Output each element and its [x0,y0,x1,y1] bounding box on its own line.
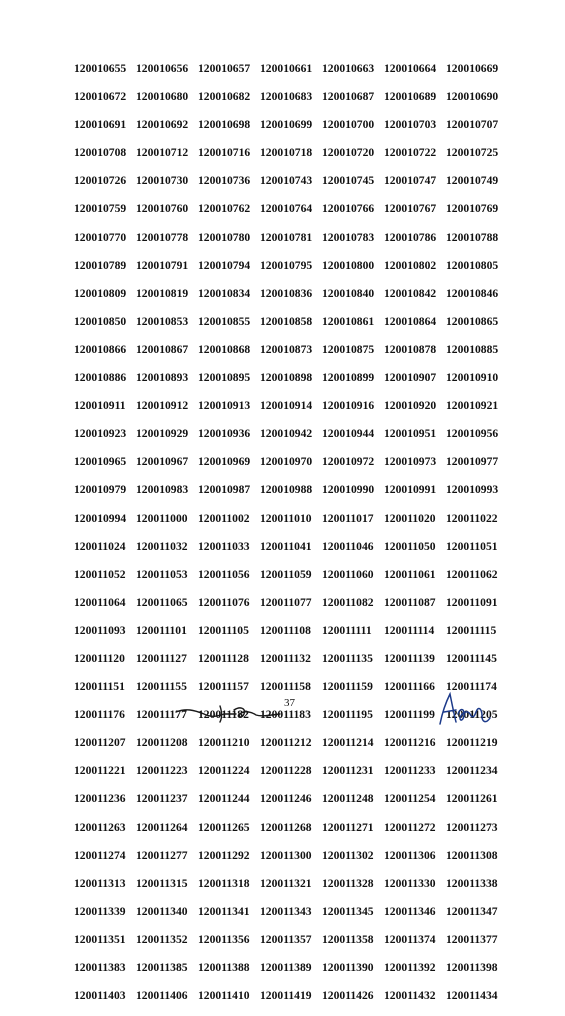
roll-number-cell: 120011392 [384,961,436,974]
roll-number-cell: 120011263 [74,820,126,834]
roll-number-cell: 120011177 [136,708,187,722]
roll-number-cell: 120011115 [446,623,497,637]
roll-number-cell: 120011157 [198,680,249,694]
roll-number-cell: 120011208 [136,736,188,750]
roll-number-cell: 120011212 [260,736,312,750]
roll-number-cell: 120010730 [136,174,189,188]
roll-number-cell: 120011111 [322,623,372,637]
roll-number-cell: 120010921 [446,399,499,413]
roll-number-cell: 120011061 [384,567,436,581]
roll-number-cell: 120010743 [260,174,313,188]
roll-number-cell: 120011010 [260,511,312,525]
roll-number-cell: 120010873 [260,342,313,356]
roll-number-cell: 120011033 [198,539,250,553]
roll-number-cell: 120011062 [446,567,498,581]
roll-number-cell: 120011300 [260,848,312,862]
roll-number-cell: 120011410 [198,989,250,1003]
roll-number-cell: 120010910 [446,371,499,385]
roll-number-cell: 120010699 [260,118,313,132]
roll-number-cell: 120010712 [136,146,189,160]
roll-number-cell: 120010795 [260,258,313,272]
roll-number-cell: 120010736 [198,174,251,188]
roll-number-cell: 120010893 [136,371,189,385]
roll-number-cell: 120011210 [198,736,250,750]
roll-number-cell: 120011383 [74,961,126,974]
roll-number-cell: 120011064 [74,595,126,609]
roll-number-cell: 120010842 [384,286,437,300]
roll-number-cell: 120010672 [74,90,127,104]
roll-number-cell: 120011082 [322,595,374,609]
roll-number-cell: 120011432 [384,989,436,1003]
roll-number-cell: 120011166 [384,680,435,694]
roll-number-cell: 120010836 [260,286,313,300]
roll-number-cell: 120010942 [260,427,313,441]
roll-number-cell: 120010878 [384,342,437,356]
roll-number-cell: 120011398 [446,961,498,974]
roll-number-cell: 120011321 [260,876,312,890]
roll-number-cell: 120010912 [136,399,189,413]
roll-number-cell: 120010707 [446,118,499,132]
roll-number-cell: 120011308 [446,848,498,862]
roll-number-cell: 120011214 [322,736,374,750]
roll-number-cell: 120010914 [260,399,313,413]
roll-number-cell: 120011060 [322,567,374,581]
roll-number-cell: 120011219 [446,736,498,750]
roll-number-cell: 120010789 [74,258,127,272]
roll-number-cell: 120011357 [260,932,312,946]
roll-number-cell: 120011182 [198,708,249,722]
roll-number-cell: 120011264 [136,820,188,834]
roll-number-cell: 120011390 [322,961,374,974]
roll-number-cell: 120011254 [384,792,436,806]
roll-number-cell: 120011120 [74,651,125,665]
roll-number-cell: 120010663 [322,62,375,75]
roll-number-cell: 120010929 [136,427,189,441]
roll-number-cell: 120010718 [260,146,313,160]
roll-number-cell: 120011000 [136,511,188,525]
roll-number-cell: 120011020 [384,511,436,525]
roll-number-cell: 120010682 [198,90,251,104]
roll-number-cell: 120010967 [136,455,189,469]
roll-number-cell: 120011093 [74,623,126,637]
roll-number-cell: 120010656 [136,62,189,75]
roll-number-cell: 120010690 [446,90,499,104]
roll-number-cell: 120011292 [198,848,250,862]
roll-number-cell: 120010762 [198,202,251,216]
roll-number-cell: 120010767 [384,202,437,216]
roll-number-cell: 120010991 [384,483,437,497]
roll-number-cell: 120010956 [446,427,499,441]
roll-number-cell: 120010907 [384,371,437,385]
roll-number-cell: 120011244 [198,792,250,806]
roll-number-cell: 120010716 [198,146,251,160]
roll-number-cell: 120011403 [74,989,126,1003]
roll-number-cell: 120011388 [198,961,250,974]
roll-number-cell: 120011351 [74,932,126,946]
roll-number-cell: 120010661 [260,62,313,75]
roll-number-cell: 120010780 [198,230,251,244]
roll-number-cell: 120010911 [74,399,126,413]
roll-number-cell: 120011052 [74,567,126,581]
roll-number-cell: 120010885 [446,342,499,356]
roll-number-cell: 120011406 [136,989,188,1003]
roll-number-cell: 120011419 [260,989,312,1003]
roll-number-cell: 120010819 [136,286,189,300]
roll-number-cell: 120011377 [446,932,498,946]
roll-number-cell: 120010680 [136,90,189,104]
roll-number-cell: 120010708 [74,146,127,160]
roll-number-cell: 120011135 [322,651,373,665]
roll-number-cell: 120011128 [198,651,249,665]
roll-number-cell: 120010655 [74,62,127,75]
roll-number-cell: 120010858 [260,314,313,328]
roll-number-cell: 120011346 [384,904,436,918]
roll-number-cell: 120011105 [198,623,249,637]
roll-number-cell: 120010657 [198,62,251,75]
roll-number-cell: 120011434 [446,989,498,1003]
roll-number-cell: 120011155 [136,680,187,694]
roll-number-cell: 120010965 [74,455,127,469]
roll-number-cell: 120010664 [384,62,437,75]
roll-number-cell: 120011076 [198,595,250,609]
roll-number-cell: 120011389 [260,961,312,974]
roll-number-cell: 120010794 [198,258,251,272]
roll-number-cell: 120011139 [384,651,435,665]
roll-number-cell: 120011032 [136,539,188,553]
roll-number-cell: 120011374 [384,932,436,946]
roll-number-cell: 120011091 [446,595,498,609]
roll-number-cell: 120010747 [384,174,437,188]
roll-number-cell: 120011385 [136,961,188,974]
roll-number-cell: 120011022 [446,511,498,525]
roll-number-cell: 120010725 [446,146,499,160]
left-signature [174,700,284,726]
roll-number-cell: 120011261 [446,792,498,806]
roll-number-cell: 120010745 [322,174,375,188]
roll-number-cell: 120010834 [198,286,251,300]
roll-number-cell: 120010788 [446,230,499,244]
roll-number-cell: 120011236 [74,792,126,806]
roll-number-cell: 120011077 [260,595,312,609]
roll-number-cell: 120010759 [74,202,127,216]
roll-number-cell: 120010886 [74,371,127,385]
roll-number-cell: 120011339 [74,904,126,918]
roll-number-cell: 120011114 [384,623,435,637]
roll-number-cell: 120010936 [198,427,251,441]
roll-number-cell: 120010898 [260,371,313,385]
roll-number-cell: 120011271 [322,820,374,834]
roll-number-cell: 120010913 [198,399,251,413]
right-signature [434,684,494,732]
roll-number-cell: 120011315 [136,876,188,890]
roll-number-cell: 120010987 [198,483,251,497]
roll-number-cell: 120011237 [136,792,188,806]
roll-number-cell: 120011087 [384,595,436,609]
roll-number-cell: 120010861 [322,314,375,328]
roll-number-cell: 120010783 [322,230,375,244]
roll-number-cell: 120010722 [384,146,437,160]
roll-number-cell: 120011183 [260,708,311,722]
roll-number-cell: 120010760 [136,202,189,216]
roll-number-cell: 120011340 [136,904,188,918]
roll-number-cell: 120011221 [74,764,126,778]
roll-number-cell: 120010781 [260,230,313,244]
roll-number-cell: 120010944 [322,427,375,441]
roll-number-cell: 120010969 [198,455,251,469]
roll-number-cell: 120011050 [384,539,436,553]
roll-number-cell: 120011234 [446,764,498,778]
roll-number-cell: 120010749 [446,174,499,188]
roll-number-cell: 120010726 [74,174,127,188]
roll-number-cell: 120011248 [322,792,374,806]
roll-number-cell: 120011343 [260,904,312,918]
roll-number-cell: 120011127 [136,651,187,665]
roll-number-cell: 120010855 [198,314,251,328]
roll-number-cell: 120011426 [322,989,374,1003]
roll-number-cell: 120011002 [198,511,250,525]
roll-number-cell: 120010916 [322,399,375,413]
roll-number-cell: 120010868 [198,342,251,356]
roll-number-cell: 120011246 [260,792,312,806]
roll-number-cell: 120011338 [446,876,498,890]
roll-number-cell: 120011216 [384,736,436,750]
roll-number-cell: 120011041 [260,539,312,553]
roll-number-cell: 120011328 [322,876,374,890]
roll-number-cell: 120011277 [136,848,188,862]
roll-number-cell: 120011065 [136,595,188,609]
roll-number-cell: 120011024 [74,539,126,553]
roll-number-cell: 120010990 [322,483,375,497]
roll-number-cell: 120011159 [322,680,373,694]
roll-number-cell: 120011228 [260,764,312,778]
roll-number-cell: 120010977 [446,455,499,469]
roll-number-cell: 120010853 [136,314,189,328]
roll-number-cell: 120010840 [322,286,375,300]
roll-number-cell: 120011132 [260,651,311,665]
roll-number-cell: 120011347 [446,904,498,918]
roll-number-cell: 120010786 [384,230,437,244]
roll-number-cell: 120011233 [384,764,436,778]
roll-number-cell: 120010899 [322,371,375,385]
roll-number-cell: 120011151 [74,680,125,694]
roll-number-table [74,61,508,1016]
roll-number-cell: 120011158 [260,680,311,694]
roll-number-cell: 120010766 [322,202,375,216]
roll-number-cell: 120011345 [322,904,374,918]
page-number: 37 [284,697,295,709]
roll-number-cell: 120010983 [136,483,189,497]
roll-number-cell: 120011231 [322,764,374,778]
roll-number-cell: 120011341 [198,904,250,918]
roll-number-cell: 120010875 [322,342,375,356]
roll-number-cell: 120010683 [260,90,313,104]
roll-number-cell: 120011224 [198,764,250,778]
roll-number-cell: 120010993 [446,483,499,497]
roll-number-cell: 120010669 [446,62,499,75]
roll-number-cell: 120011108 [260,623,311,637]
roll-number-cell: 120010800 [322,258,375,272]
roll-number-cell: 120011352 [136,932,188,946]
roll-number-cell: 120011195 [322,708,373,722]
roll-number-cell: 120010972 [322,455,375,469]
roll-number-cell: 120010864 [384,314,437,328]
roll-number-cell: 120011356 [198,932,250,946]
roll-number-cell: 120011145 [446,651,497,665]
roll-number-cell: 120011358 [322,932,374,946]
roll-number-cell: 120011272 [384,820,436,834]
roll-number-cell: 120011313 [74,876,126,890]
roll-number-cell: 120010846 [446,286,499,300]
roll-number-cell: 120011330 [384,876,436,890]
roll-number-cell: 120010988 [260,483,313,497]
roll-number-cell: 120010973 [384,455,437,469]
roll-number-cell: 120010720 [322,146,375,160]
roll-number-cell: 120011174 [446,680,497,694]
roll-number-cell: 120011046 [322,539,374,553]
roll-number-cell: 120010895 [198,371,251,385]
roll-number-cell: 120011053 [136,567,188,581]
roll-number-cell: 120011205 [446,708,498,722]
roll-number-cell: 120011223 [136,764,188,778]
roll-number-cell: 120010867 [136,342,189,356]
roll-number-cell: 120011302 [322,848,374,862]
roll-number-cell: 120010764 [260,202,313,216]
roll-number-cell: 120010687 [322,90,375,104]
roll-number-cell: 120011273 [446,820,498,834]
roll-number-cell: 120010970 [260,455,313,469]
roll-number-cell: 120011059 [260,567,312,581]
roll-number-cell: 120010805 [446,258,499,272]
roll-number-cell: 120011101 [136,623,187,637]
roll-number-cell: 120011318 [198,876,250,890]
roll-number-cell: 120011017 [322,511,374,525]
roll-number-cell: 120010865 [446,314,499,328]
roll-number-cell: 120011265 [198,820,250,834]
roll-number-cell: 120010866 [74,342,127,356]
roll-number-cell: 120010692 [136,118,189,132]
roll-number-cell: 120010689 [384,90,437,104]
roll-number-cell: 120010923 [74,427,127,441]
roll-number-cell: 120010951 [384,427,437,441]
roll-number-cell: 120010994 [74,511,127,525]
roll-number-cell: 120011199 [384,708,435,722]
roll-number-cell: 120011056 [198,567,250,581]
roll-number-cell: 120010979 [74,483,127,497]
roll-number-cell: 120010700 [322,118,375,132]
roll-number-cell: 120011268 [260,820,312,834]
roll-number-cell: 120010920 [384,399,437,413]
roll-number-cell: 120010703 [384,118,437,132]
roll-number-cell: 120010770 [74,230,127,244]
roll-number-cell: 120010809 [74,286,127,300]
roll-number-cell: 120010802 [384,258,437,272]
roll-number-cell: 120011176 [74,708,125,722]
roll-number-cell: 120010698 [198,118,251,132]
roll-number-cell: 120011051 [446,539,498,553]
roll-number-cell: 120010691 [74,118,127,132]
roll-number-cell: 120010769 [446,202,499,216]
roll-number-cell: 120011306 [384,848,436,862]
roll-number-cell: 120010791 [136,258,189,272]
roll-number-cell: 120011207 [74,736,126,750]
roll-number-cell: 120010778 [136,230,189,244]
roll-number-cell: 120011274 [74,848,126,862]
roll-number-cell: 120010850 [74,314,127,328]
